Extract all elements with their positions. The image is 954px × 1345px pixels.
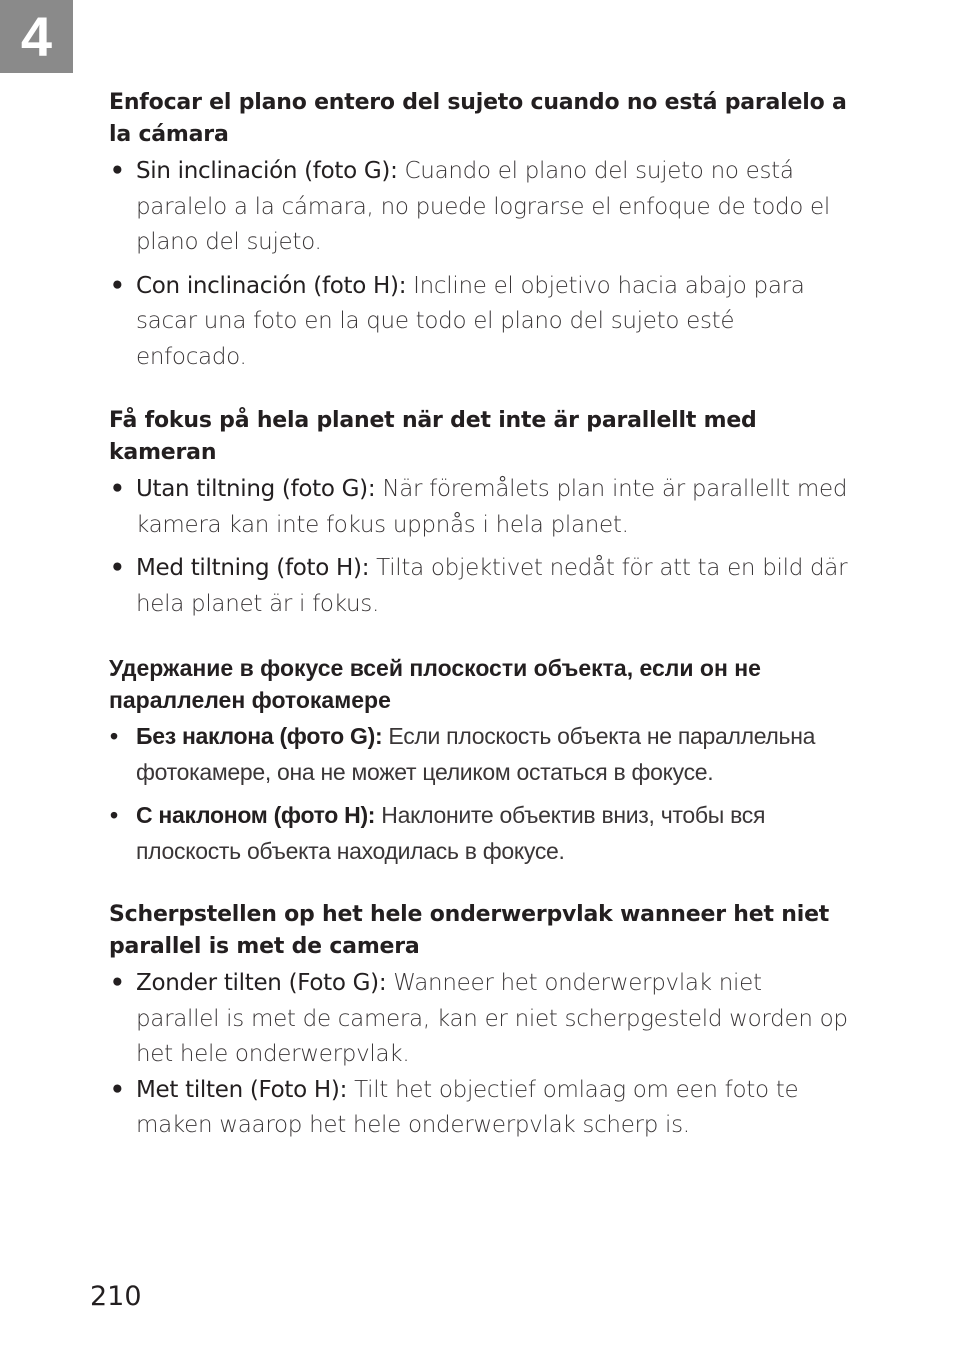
item-term: С наклоном (фото H):: [136, 802, 376, 828]
section-heading: Удержание в фокусе всей плоскости объекта, если он не параллелен фотокамере: [109, 655, 761, 713]
item-term: Zonder tilten (Foto G):: [136, 970, 387, 996]
section-heading: Enfocar el plano entero del sujeto cuando no está paralelo a la cámara: [109, 90, 847, 147]
list-item: [109, 1073, 849, 1144]
section-heading: Scherpstellen op het hele onderwerpvlak wanneer het niet parallel is met de camera: [109, 902, 830, 959]
section-russian: [109, 652, 849, 869]
page-number: 210: [90, 1281, 142, 1312]
item-text: Tilta objektivet nedåt för att ta en bild där hela planet är i fokus.: [136, 555, 848, 617]
section-spanish: [109, 87, 849, 375]
page-content: [109, 87, 849, 1174]
chapter-tab: 4: [0, 0, 73, 73]
item-term: Utan tiltning (foto G):: [136, 476, 376, 502]
bullet-list: [109, 154, 849, 375]
item-text: Tilt het objectief omlaag om een foto te maken waarop het hele onderwerpvlak scherp is.: [136, 1076, 799, 1138]
bullet-list: [109, 719, 849, 869]
item-term: Met tilten (Foto H):: [136, 1076, 348, 1103]
bullet-list: [109, 472, 849, 622]
list-item: [109, 966, 849, 1073]
item-text: Wanneer het onderwerpvlak niet parallel is met de camera, kan er niet scherpgesteld worden op het hele onderwerpvlak.: [136, 970, 848, 1067]
section-swedish: [109, 405, 849, 622]
list-item: [109, 719, 849, 790]
list-item: [109, 269, 849, 376]
item-text: Cuando el plano del sujeto no está paralelo a la cámara, no puede lograrse el enfoque de todo el plano del sujeto.: [136, 158, 830, 255]
list-item: [109, 551, 849, 622]
list-item: [109, 472, 849, 543]
item-term: Con inclinación (foto H):: [136, 272, 407, 299]
list-item: [109, 154, 849, 261]
item-text: Наклоните объектив вниз, чтобы вся плоскость объекта находилась в фокусе.: [136, 802, 766, 864]
list-item: [109, 798, 849, 869]
bullet-list: [109, 966, 849, 1144]
item-term: Sin inclinación (foto G):: [136, 158, 398, 184]
section-heading: Få fokus på hela planet när det inte är parallellt med kameran: [109, 408, 757, 465]
item-text: När föremålets plan inte är parallellt med kamera kan inte fokus uppnås i hela planet.: [136, 476, 848, 538]
section-dutch: [109, 899, 849, 1144]
item-term: Без наклона (фото G):: [136, 723, 383, 749]
item-term: Med tiltning (foto H):: [136, 555, 370, 581]
item-text: Incline el objetivo hacia abajo para sacar una foto en la que todo el plano del sujeto esté enfocado.: [136, 272, 805, 370]
item-text: Если плоскость объекта не параллельна фотокамере, она не может целиком остаться в фокусе.: [136, 723, 816, 785]
